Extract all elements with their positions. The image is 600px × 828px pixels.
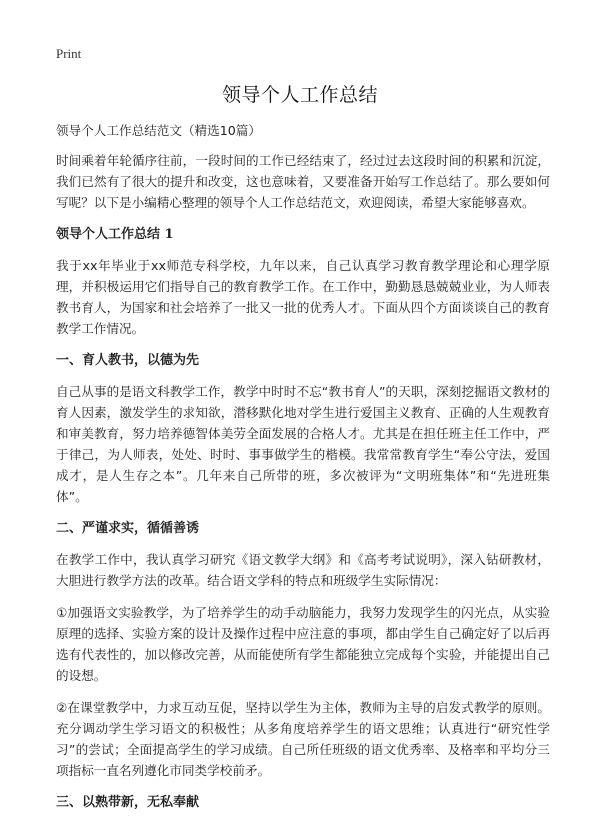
intro-paragraph: 时间乘着年轮循序往前，一段时间的工作已经结束了，经过过去这段时间的积累和沉淀，我们已然有了很大的提升和改变，这也意味着，又要准备开始写工作总结了。那么要如何写呢？以下是小编精心整理的领导个人工作总结范文，欢迎阅读，希望大家能够喜欢。	[56, 153, 550, 210]
paragraph-b3: ②在课堂教学中，力求互动互促，坚持以学生为主体，教师为主导的启发式教学的原则。充分调动学生学习语文的积极性；从多角度培养学生的语文思维；认真进行“研究性学习”的尝试；全面提高学生的学习成绩。自己所任班级的语文优秀率、及格率和平均分三项指标一直名列遵化市同类学校前矛。	[56, 700, 550, 778]
paragraph-b1: 在教学工作中，我认真学习研究《语文教学大纲》和《高考考试说明》，深入钻研教材，大胆进行教学方法的改革。结合语文学科的特点和班级学生实际情况：	[56, 552, 550, 588]
article-subtitle: 领导个人工作总结范文（精选10篇）	[56, 123, 261, 138]
print-link[interactable]: Print	[56, 46, 82, 61]
subheading-a: 一、育人教书，以德为先	[56, 353, 200, 368]
section1-paragraph: 我于xx年毕业于xx师范专科学校，九年以来，自己认真学习教育教学理论和心理学原理，并积极运用它们指导自己的教育教学工作。在工作中，勤勤恳恳兢兢业业，为人师表教书育人，为国家和社会培养了一批又一批的优秀人才。下面从四个方面谈谈自己的教育教学工作情况。	[56, 258, 550, 336]
article-body	[56, 120, 550, 823]
page-title: 领导个人工作总结	[221, 84, 378, 106]
paragraph-b2: ①加强语文实验教学，为了培养学生的动手动脑能力，我努力发现学生的闪光点，从实验原理的选择、实验方案的设计及操作过程中应注意的事项，都由学生自己确定好了以后再选有代表性的，加以修改完善，从而能使所有学生都能独立完成每个实验，并能提出自己的设想。	[56, 605, 550, 683]
subheading-c: 三、以熟带新，无私奉献	[56, 795, 200, 810]
paragraph-a: 自己从事的是语文科教学工作，教学中时时不忘“教书育人”的天职，深刻挖掘语文教材的育人因素，激发学生的求知欲，潜移默化地对学生进行爱国主义教育、正确的人生观教育和审美教育，努力培养德智体美劳全面发展的合格人才。尤其是在担任班主任工作中，严于律己，为人师表，处处、时时、事事做学生的楷模。我常常教育学生“奉公守法，爱国成才，是人生存之本”。几年来自己所带的班，多次被评为“文明班集体”和“先进班集体”。	[56, 384, 550, 504]
subheading-b: 二、严谨求实，循循善诱	[56, 521, 200, 536]
section-heading-1: 领导个人工作总结 1	[56, 227, 174, 242]
